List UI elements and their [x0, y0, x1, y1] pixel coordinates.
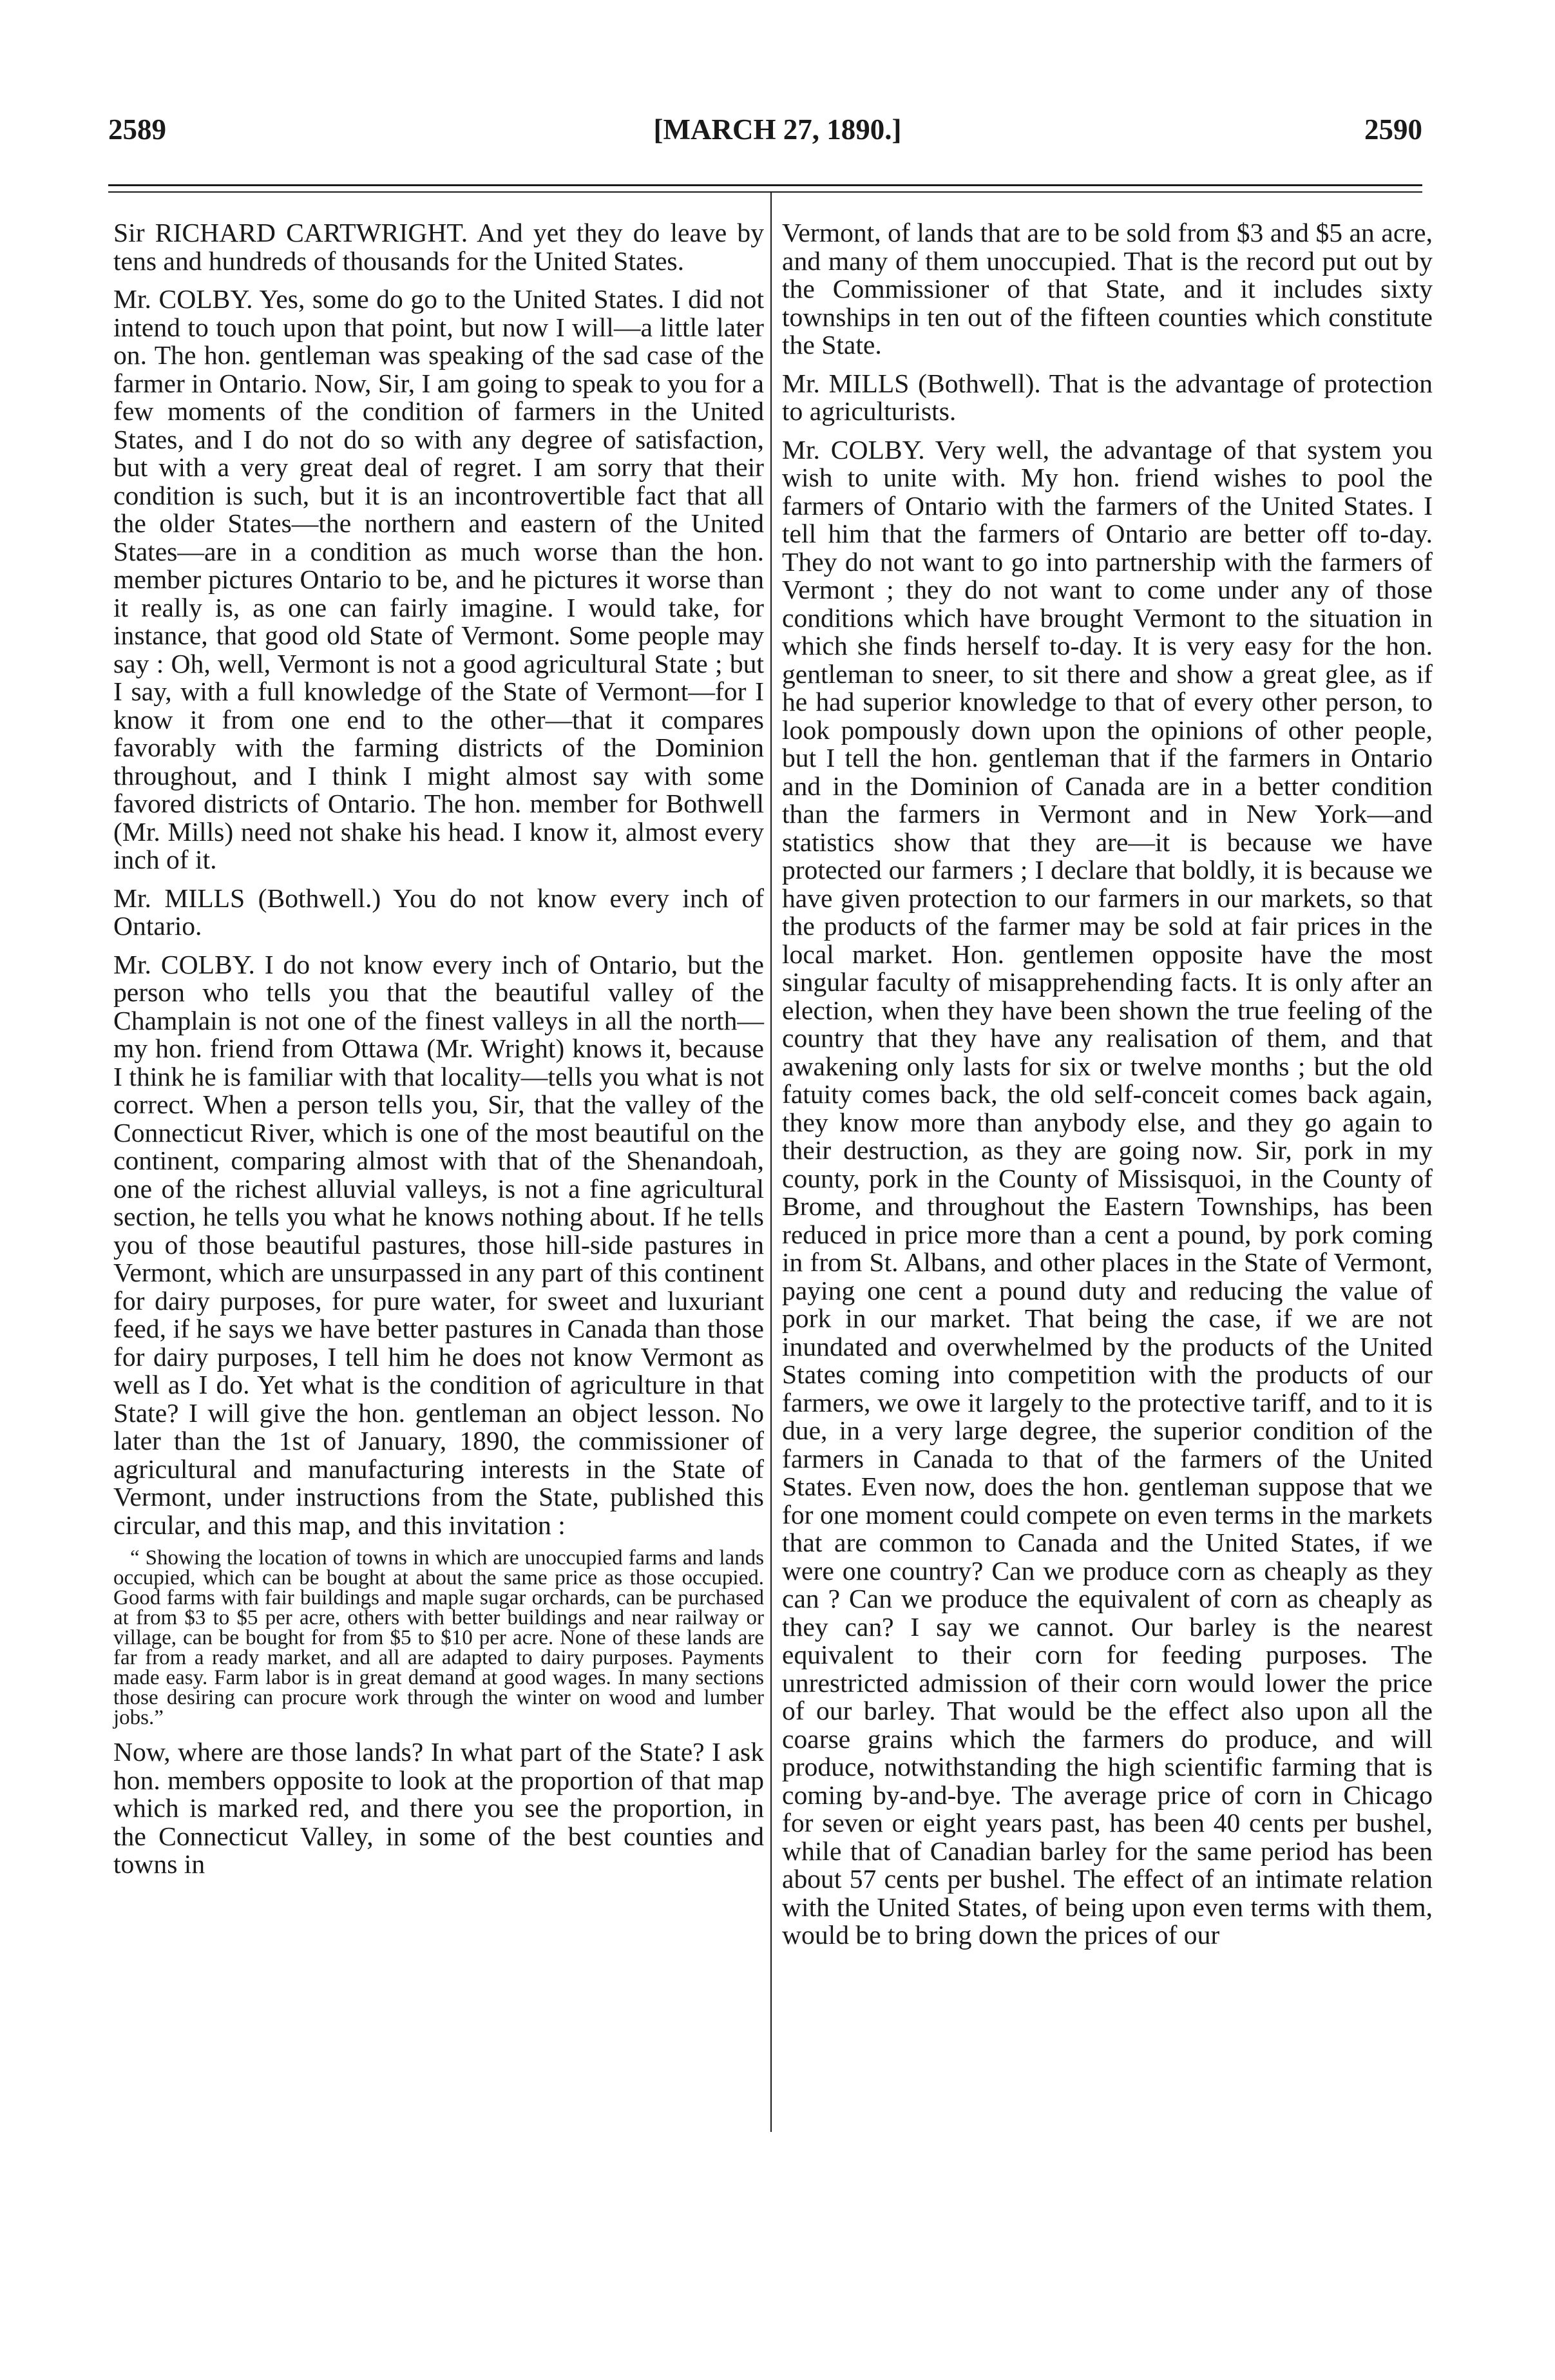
page-date: [MARCH 27, 1890.] [653, 113, 902, 146]
column-divider [770, 193, 772, 2132]
paragraph: Mr. COLBY. Very well, the advantage of that system you wish to unite with. My hon. friend wishes to pool the farmers of Ontario with the farmers of the United States. I tell him that the farmers of Ontario are better off to-day. They do not want to go into partnership with the farmers of Vermont ; they do not want to come under any of those conditions which have brought Vermont to the situation in which she finds herself to-day. It is very easy for the hon. gentleman to sneer, to sit there and show a great glee, as if he had superior knowledge to that of every other person, to look pompously down upon the opinions of other people, but I tell the hon. gentleman that if the farmers in Ontario and in the Dominion of Canada are in a better condition than the farmers in Vermont and in New York—and statistics show that they are—it is because we have protected our farmers ; I declare that boldly, it is because we have given protection to our farmers in our markets, so that the products of the farmer may be sold at fair prices in the local market. Hon. gentlemen opposite have the most singular faculty of misapprehending facts. It is only after an election, when they have been shown the true feeling of the country that they have any realisation of them, and that awakening only lasts for six or twelve months ; but the old fatuity comes back, the old self-conceit comes back again, they know more than anybody else, and they go again to their destruction, as they are going now. Sir, pork in my county, pork in the County of Missisquoi, in the County of Brome, and throughout the Eastern Townships, has been reduced in price more than a cent a pound, by pork coming in from St. Albans, and other places in the State of Vermont, paying one cent a pound duty and reducing the value of pork in our market. That being the case, if we are not inundated and overwhelmed by the products of the United States coming into competition with the products of our farmers, we owe it largely to the protective tariff, and to it is due, in a very large degree, the superior condition of the farmers in Canada to that of the farmers of the United States. Even now, does the hon. gentleman suppose that we for one moment could compete on even terms in the markets that are common to Canada and the United States, if we were one country? Can we produce corn as cheaply as they can ? Can we produce the equivalent of corn as cheaply as they can? I say we cannot. Our barley is the nearest equivalent to their corn for feeding purposes. The unrestricted admission of their corn would lower the price of our barley. That would be the effect also upon all the coarse grains which the farmers do produce, and will produce, notwithstanding the high scientific farming that is coming by-and-bye. The average price of corn in Chicago for seven or eight years past, has been 40 cents per bushel, while that of Canadian barley for the same period has been about 57 cents per bushel. The effect of an intimate relation with the United States, of being upon even terms with them, would be to bring down the prices of our [782, 434, 1433, 1950]
paragraph: Sir RICHARD CARTWRIGHT. And yet they do leave by tens and hundreds of thousands for the United States. [113, 218, 764, 276]
header-rule-bottom [108, 191, 1422, 193]
paragraph: Mr. COLBY. I do not know every inch of Ontario, but the person who tells you that the beautiful valley of the Champlain is not one of the finest valleys in all the north—my hon. friend from Ottawa (Mr. Wright) knows it, because I think he is familiar with that locality—tells you what is not correct. When a person tells you, Sir, that the valley of the Connecticut River, which is one of the most beautiful on the continent, comparing almost with that of the Shenandoah, one of the richest alluvial valleys, is not a fine agricultural section, he tells you what he knows nothing about. If he tells you of those beautiful pastures, those hill-side pastures in Vermont, which are unsurpassed in any part of this continent for dairy purposes, for pure water, for sweet and luxuriant feed, if he says we have better pastures in Canada than those for dairy purposes, I tell him he does not know Vermont as well as I do. Yet what is the condition of agriculture in that State? I will give the hon. gentleman an object lesson. No later than the 1st of January, 1890, the commissioner of agricultural and manufacturing interests in the State of Vermont, under instructions from the State, published this circular, and this map, and this invitation : [113, 949, 764, 1540]
paragraph: Mr. MILLS (Bothwell). That is the advantage of protection to agriculturists. [782, 368, 1433, 426]
left-column [113, 219, 764, 1879]
page-number-right: 2590 [1364, 113, 1422, 146]
paragraph: Now, where are those lands? In what part of the State? I ask hon. members opposite to look at the proportion of that map which is marked red, and there you see the proportion, in the Connecticut Valley, in some of the best counties and towns in [113, 1737, 764, 1879]
header-rule-top [108, 184, 1422, 186]
paragraph: Vermont, of lands that are to be sold from $3 and $5 an acre, and many of them unoccupied. That is the record put out by the Commissioner of that State, and it includes sixty townships in ten out of the fifteen counties which constitute the State. [782, 218, 1433, 360]
circular-quote: “ Showing the location of towns in which are unoccupied farms and lands occupied, which can be bought at about the same price as those occupied. Good farms with fair buildings and maple sugar orchards, can be purchased at from $3 to $5 per acre, others with better buildings and near railway or village, can be bought for from $5 to $10 per acre. None of these lands are far from a ready market, and all are adapted to dairy purposes. Payments made easy. Farm labor is in great demand at good wages. In many sections those desiring can procure work through the winter on wood and lumber jobs.” [113, 1546, 764, 1729]
page-number-left: 2589 [108, 113, 166, 146]
paragraph: Mr. COLBY. Yes, some do go to the United States. I did not intend to touch upon that point, but now I will—a little later on. The hon. gentleman was speaking of the sad case of the farmer in Ontario. Now, Sir, I am going to speak to you for a few moments of the condition of farmers in the United States, and I do not do so with any degree of satisfaction, but with a very great deal of regret. I am sorry that their condition is such, but it is an incontrovertible fact that all the older States—the northern and eastern of the United States—are in a condition as much worse than the hon. member pictures Ontario to be, and he pictures it worse than it really is, as one can fairly imagine. I would take, for instance, that good old State of Vermont. Some people may say : Oh, well, Vermont is not a good agricultural State ; but I say, with a full knowledge of the State of Vermont—for I know it from one end to the other—that it compares favorably with the farming districts of the Dominion throughout, and I think I might almost say with some favored districts of Ontario. The hon. member for Bothwell (Mr. Mills) need not shake his head. I know it, almost every inch of it. [113, 284, 764, 874]
paragraph: Mr. MILLS (Bothwell.) You do not know every inch of Ontario. [113, 883, 764, 941]
right-column [782, 219, 1433, 1950]
